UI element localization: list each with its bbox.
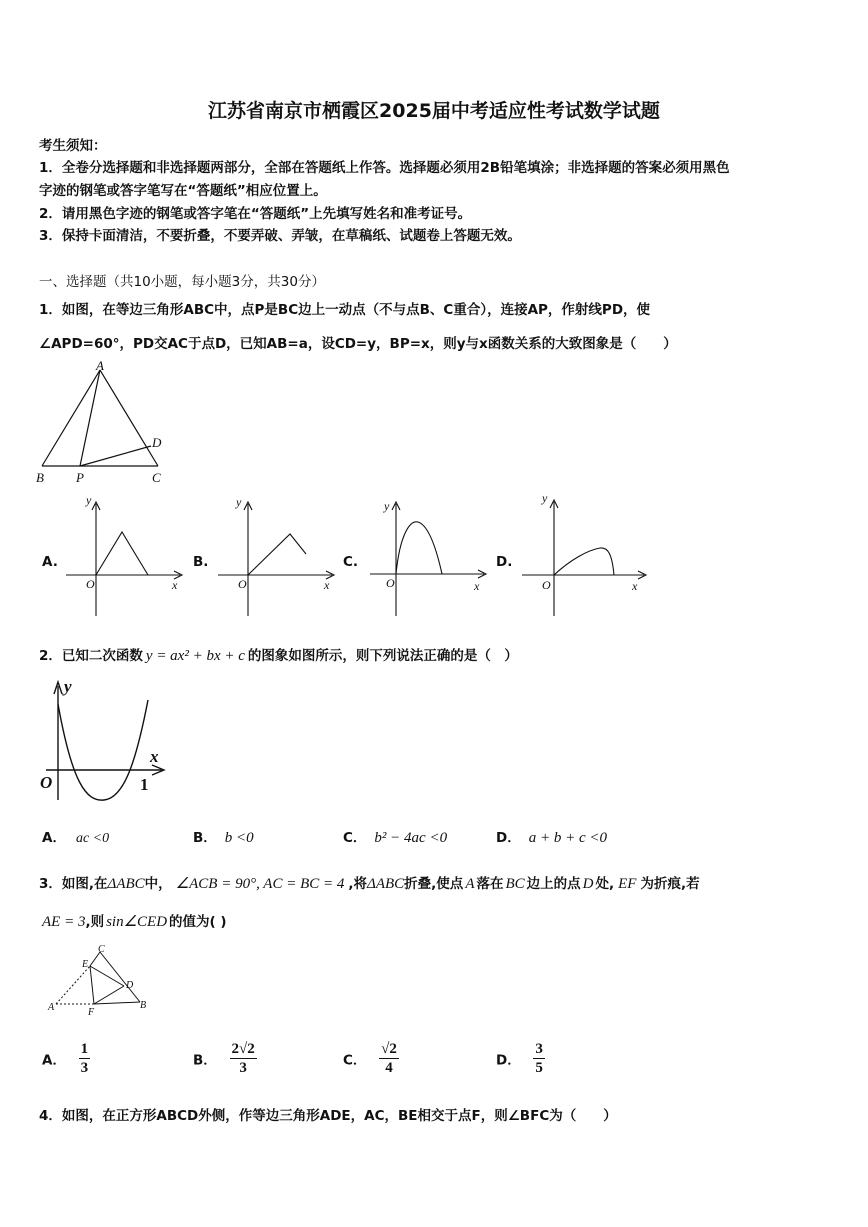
q1-graph-d [518, 492, 648, 622]
q3-option-a-den: 3 [80, 1060, 89, 1076]
q3-option-d-den: 5 [535, 1060, 543, 1076]
q2-option-c [343, 826, 447, 847]
q3-text-8: 为折痕,若 [640, 876, 700, 892]
q2-stem [39, 644, 518, 665]
q3-label-b: B [140, 1000, 147, 1011]
q3-option-c-den: 4 [385, 1060, 393, 1076]
q3-option-a-fraction [79, 1040, 91, 1077]
q2-option-b [193, 826, 254, 847]
q1-graph-c-x: x [474, 579, 480, 593]
q3-text-9: ,则 [85, 914, 105, 930]
q2-formula: y = ax² + bx + c [145, 648, 245, 664]
q3-line2 [42, 910, 227, 931]
q1-option-c: C. [343, 554, 359, 570]
q3-option-c-num: √2 [381, 1041, 397, 1057]
q3-math-1: ΔABC [107, 876, 145, 892]
q3-option-b-den: 3 [239, 1060, 247, 1076]
q1-line2: ∠APD=60°，PD交AC于点D，已知AB=a，设CD=y，BP=x，则y与x函数关系的大致图象是（ ） [39, 336, 677, 352]
q1-label-p: P [76, 470, 84, 485]
q1-line1: 1．如图，在等边三角形ABC中，点P是BC边上一动点（不与点B、C重合），连接AP，作射线PD，使 [39, 302, 651, 318]
q3-line1 [39, 872, 700, 893]
q2-option-c-text: b² − 4ac <0 [374, 830, 448, 846]
q1-graph-a-o: O [86, 577, 95, 591]
q1-graph-c [366, 492, 488, 622]
q1-graph-b-y: y [236, 495, 242, 509]
q1-graph-d-x: x [632, 579, 638, 593]
q1-graph-c-y: y [384, 499, 390, 513]
q3-text-10: 的值为( ) [169, 914, 227, 930]
q2-option-b-letter: B． [193, 830, 217, 846]
q2-option-a [42, 826, 109, 847]
q1-graph-b-o: O [238, 577, 247, 591]
q3-label-f: F [88, 1007, 95, 1018]
q1-graph-d-o: O [542, 578, 551, 592]
q3-math-8: AE = 3 [42, 914, 86, 930]
q3-option-b-fraction [230, 1040, 257, 1077]
q3-text-7: 处, [595, 876, 615, 892]
q2-label-1: 1 [140, 775, 149, 794]
q3-option-c-fraction [379, 1040, 399, 1077]
q3-option-d [496, 1040, 545, 1077]
q3-option-d-fraction [533, 1040, 545, 1077]
q3-option-d-num: 3 [535, 1041, 543, 1057]
q1-label-b: B [36, 470, 44, 485]
q1-label-a: A [96, 358, 104, 373]
q1-triangle-figure [36, 360, 176, 490]
q3-text-2: 中， [144, 876, 172, 892]
q1-graph-c-o: O [386, 576, 395, 590]
q3-label-a: A [48, 1002, 55, 1013]
q3-math-9: sin∠CED [106, 914, 168, 930]
q3-text-4: 折叠,使点 [404, 876, 464, 892]
q1-graph-b-x: x [324, 578, 330, 592]
notice-heading: 考生须知： [39, 138, 107, 154]
q2-option-c-letter: C． [343, 830, 367, 846]
q3-math-5: BC [505, 876, 525, 892]
q1-option-b: B. [193, 554, 209, 570]
q3-text-3: ,将 [348, 876, 368, 892]
q2-option-d [496, 826, 607, 847]
q3-option-b-num: 2√2 [231, 1041, 255, 1057]
q3-option-c [343, 1040, 399, 1077]
q1-label-c: C [152, 470, 161, 485]
q2-prefix: 2．已知二次函数 [39, 648, 143, 664]
q3-fold-figure [44, 946, 154, 1018]
q3-option-b-letter: B． [193, 1052, 217, 1069]
q2-option-d-letter: D． [496, 830, 521, 846]
q1-option-a: A. [42, 554, 58, 570]
q3-text-1: 3．如图,在 [39, 876, 108, 892]
q3-math-4: A [465, 876, 475, 892]
q4-line1: 4．如图，在正方形ABCD外侧，作等边三角形ADE，AC，BE相交于点F，则∠BFC为（ ） [39, 1108, 617, 1124]
notice-item-3: 3．保持卡面清洁，不要折叠，不要弄破、弄皱，在草稿纸、试题卷上答题无效。 [39, 228, 521, 244]
q1-graph-b [214, 492, 336, 622]
q2-option-a-letter: A． [42, 830, 66, 846]
q3-math-3: ΔABC [367, 876, 405, 892]
q1-graph-a-x: x [172, 578, 178, 592]
q1-graph-a [62, 492, 184, 622]
q1-graph-a-y: y [86, 493, 92, 507]
q3-option-a-letter: A． [42, 1052, 66, 1069]
q3-text-6: 边上的点 [526, 876, 581, 892]
q3-text-5: 落在 [476, 876, 504, 892]
q3-math-2: ∠ACB = 90°, AC = BC = 4 [175, 876, 345, 892]
q1-graph-d-y: y [542, 491, 548, 505]
notice-item-1-cont: 字迹的钢笔或答字笔写在“答题纸”相应位置上。 [39, 183, 327, 199]
page-title: 江苏省南京市栖霞区2025届中考适应性考试数学试题 [208, 100, 660, 122]
q2-label-x: x [150, 747, 159, 766]
q3-label-c: C [98, 944, 105, 955]
q2-option-d-text: a + b + c <0 [528, 830, 607, 846]
notice-item-1: 1．全卷分选择题和非选择题两部分，全部在答题纸上作答。选择题必须用2B铅笔填涂；非选择题的答案必须用黑色 [39, 160, 730, 176]
q3-math-6: D [582, 876, 594, 892]
q3-option-d-letter: D． [496, 1052, 521, 1069]
q3-label-e: E [82, 959, 89, 970]
q1-option-d: D. [496, 554, 513, 570]
q3-option-c-letter: C． [343, 1052, 367, 1069]
q3-option-a-num: 1 [80, 1041, 89, 1057]
q3-math-7: EF [618, 876, 637, 892]
q2-label-o: O [40, 773, 53, 792]
q2-parabola-figure [36, 672, 176, 802]
section-heading: 一、选择题（共10小题，每小题3分，共30分） [39, 274, 325, 290]
q3-option-a [42, 1040, 90, 1077]
notice-item-2: 2．请用黑色字迹的钢笔或答字笔在“答题纸”上先填写姓名和准考证号。 [39, 206, 472, 222]
q2-label-y: y [64, 677, 72, 696]
q3-label-d: D [126, 980, 134, 991]
q2-suffix: 的图象如图所示，则下列说法正确的是（ ） [247, 648, 518, 664]
q3-option-b [193, 1040, 257, 1077]
q2-option-a-text: ac <0 [75, 831, 110, 846]
q2-option-b-text: b <0 [224, 830, 254, 846]
q1-label-d: D [152, 435, 162, 450]
